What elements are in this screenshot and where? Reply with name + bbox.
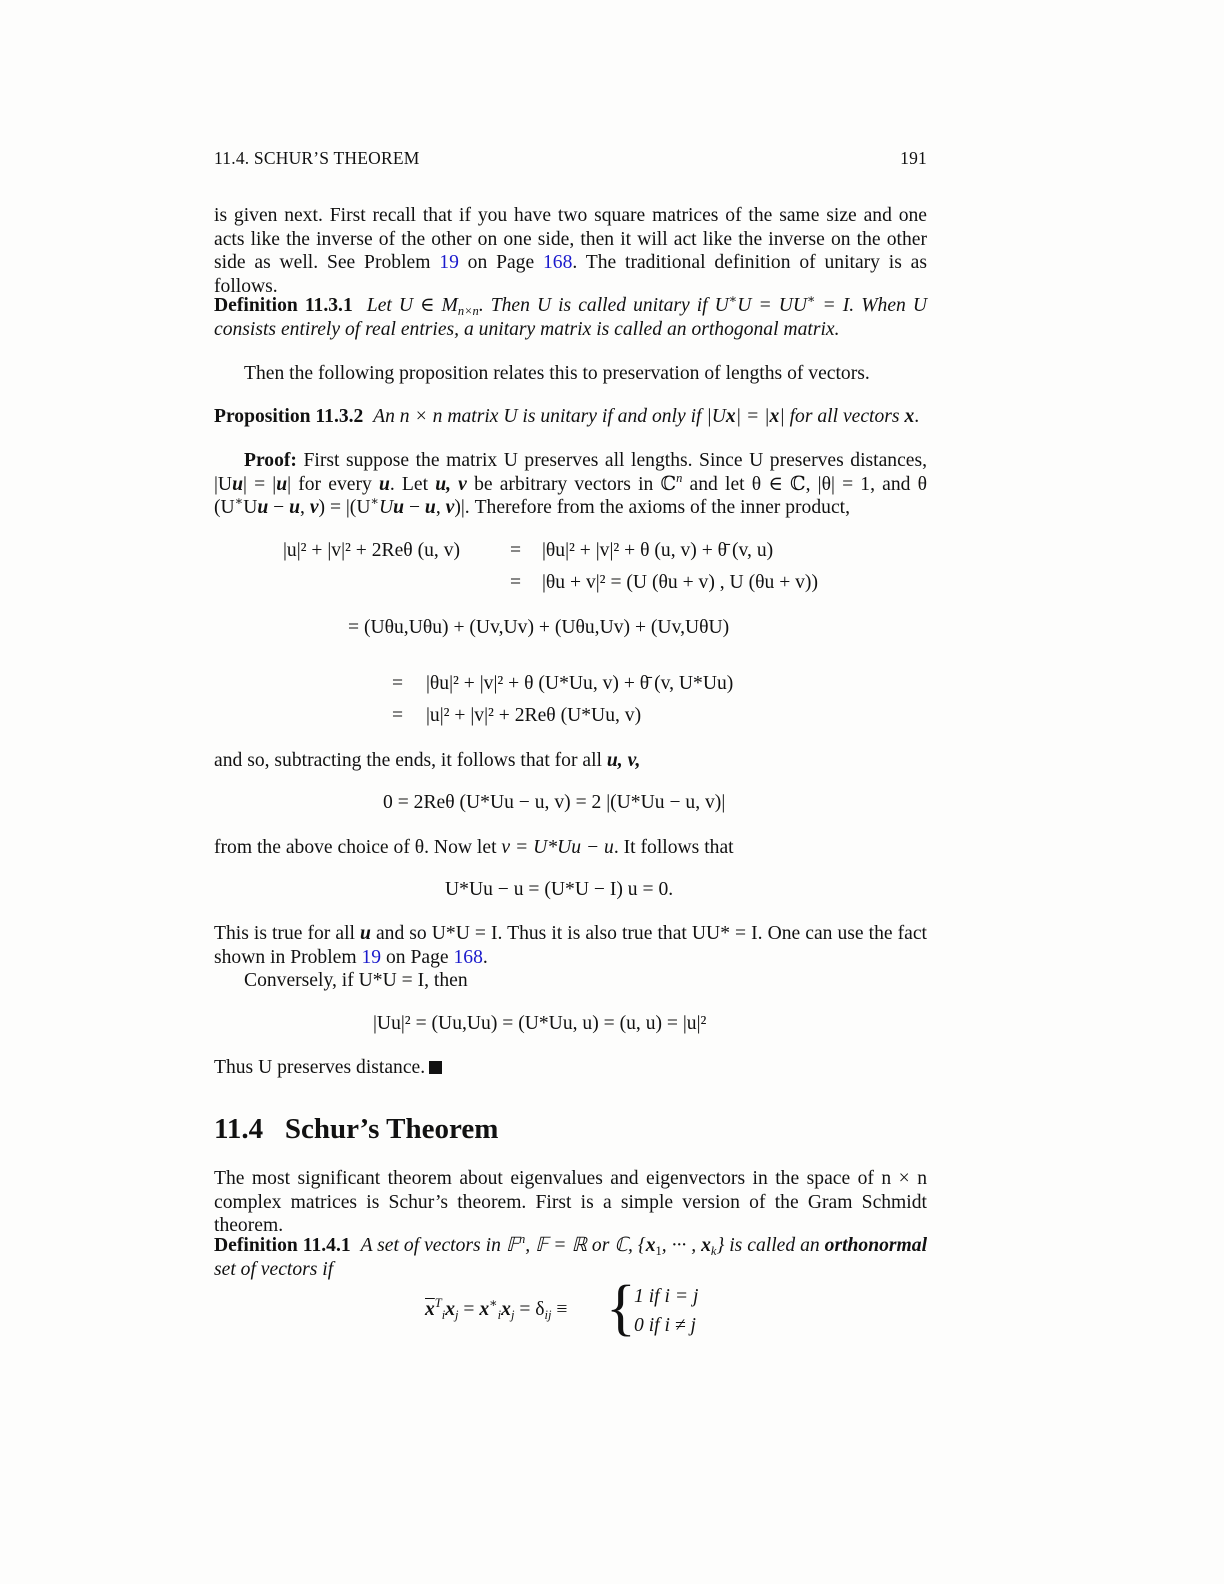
proof-text-4: . Let	[389, 473, 436, 495]
definition-text-a: Let U ∈ M	[366, 295, 458, 316]
problem-link-2[interactable]: 19	[361, 946, 382, 968]
proof-text-7: U	[243, 497, 258, 518]
proposition-text-a: An n × n matrix U is unitary if and only if |U	[373, 406, 726, 427]
proof-text-1: First suppose the matrix U preserves all lengths. Since U preserves distances, |U	[214, 450, 927, 495]
equation-4-eq: =	[392, 673, 404, 694]
then-paragraph: Then the following proposition relates this to preservation of lengths of vectors.	[244, 363, 870, 384]
schur-intro-paragraph: The most significant theorem about eigenvalues and eigenvectors in the space of n × n complex matrices is Schur’s theorem. First is a simple version of the Gram Schmidt theorem.	[214, 1168, 927, 1236]
and-so-vars: u, v,	[606, 750, 641, 771]
intro-paragraph	[214, 204, 927, 298]
definition-text-c: U = UU	[737, 295, 807, 316]
definition-2-subk: k	[710, 1244, 717, 1258]
true-for-text-2: and so U*U = I. Thus it is also true that UU* = I. One can use the fact shown in Problem	[214, 923, 928, 968]
equation-zero: 0 = 2Reθ (U*Uu − u, v) = 2 |(U*Uu − u, v)|	[383, 792, 726, 813]
proof-text-6: and let θ ∈ ℂ, |θ| = 1, and θ (U	[214, 473, 928, 518]
and-so-text: and so, subtracting the ends, it follows that for all	[214, 750, 607, 771]
from-above-text-2: v = U*Uu − u	[501, 837, 614, 858]
definition-2-text-3: , ··· ,	[661, 1235, 702, 1256]
section-number: 11.4	[214, 1113, 264, 1145]
definition-subscript: n×n	[457, 304, 479, 318]
true-for-paragraph	[214, 922, 927, 969]
equation-conversely: |Uu|² = (Uu,Uu) = (U*Uu, u) = (u, u) = |u|²	[373, 1013, 707, 1034]
definition-2-text-2: , 𝔽 = ℝ or ℂ, {	[525, 1235, 646, 1256]
definition-text-d: = I. When U consists entirely of real entries, a unitary matrix is called an orthogonal matrix.	[214, 295, 927, 340]
equation-1-lhs: |u|² + |v|² + 2Reθ (u, v)	[283, 540, 461, 561]
definition-2-label: Definition 11.4.1	[214, 1235, 351, 1256]
definition-11-4-1: Definition 11.4.1 A set of vectors in 𝔽$^n$, 𝔽 = ℝ or ℂ, {$x_1$, ··· , $x_k$} is called an orthonormal set of vectors if	[214, 1232, 928, 1280]
proof-text-5: be arbitrary vectors in ℂ	[466, 473, 677, 495]
intro-text-2: on Page	[458, 252, 543, 273]
brace-icon: {	[606, 1274, 636, 1342]
equation-2-rhs: |θu + v|² = (U (θu + v) , U (θu + v))	[542, 572, 818, 593]
true-for-text-3: on Page	[381, 946, 454, 968]
proposition-period: .	[914, 406, 920, 427]
proposition-text-b: | = |	[735, 406, 770, 427]
running-header-section: 11.4. SCHUR’S THEOREM	[214, 148, 420, 168]
definition-text-b: . Then U is called unitary if U	[478, 295, 729, 316]
equation-2-eq: =	[510, 572, 522, 593]
conversely-paragraph: Conversely, if U*U = I, then	[244, 970, 468, 991]
definition-2-text-4: } is called an	[716, 1235, 825, 1256]
definition-2-sub1: 1	[655, 1244, 662, 1258]
delta-x-bar: $\overline{x}$	[425, 1299, 435, 1320]
definition-2-x1: x	[645, 1235, 656, 1256]
page-link[interactable]: 168	[542, 252, 573, 273]
equation-1-rhs: |θu|² + |v|² + θ (u, v) + θ̄ (v, u)	[542, 540, 774, 561]
from-above-text-1: from the above choice of θ. Now let	[214, 837, 502, 858]
from-above-paragraph	[214, 836, 927, 860]
equation-u: U*Uu − u = (U*U − I) u = 0.	[445, 879, 674, 900]
equation-4-rhs: |θu|² + |v|² + θ (U*Uu, v) + θ̄ (v, U*Uu)	[426, 673, 734, 694]
proof-text-3: | for every	[287, 473, 379, 495]
proof-text-2: | = |	[242, 473, 277, 495]
equation-1-eq: =	[510, 540, 522, 561]
and-so-paragraph	[214, 749, 927, 773]
thus-paragraph	[214, 1056, 927, 1080]
equation-delta-lhs: $\overline{x}^T_ix_j = x^∗_ix_j = \delta_{ij}$ ≡	[425, 1296, 568, 1322]
proof-text-9: )|. Therefore from the axioms of the inner product,	[454, 497, 850, 518]
equation-5-rhs: |u|² + |v|² + 2Reθ (U*Uu, v)	[426, 705, 642, 726]
delta-case-2: 0 if i ≠ j	[634, 1315, 696, 1336]
proposition-vector-x: x	[904, 406, 915, 427]
delta-mid: = δ	[514, 1299, 545, 1320]
section-heading	[214, 1113, 498, 1146]
proof-text-8: ) = |(U	[318, 497, 371, 518]
intro-text-1: is given next. First recall that if you have two square matrices of the same size and one acts like the inverse of the other on one side, then it will act like the inverse on the other side as well. See Problem	[214, 205, 927, 273]
proposition-text-c: | for all vectors	[779, 406, 905, 427]
page-link-2[interactable]: 168	[453, 946, 483, 968]
equation-5-eq: =	[392, 705, 404, 726]
definition-11-3-1: Definition 11.3.1 Let U ∈ $M_{n\times n}$. Then U is called unitary if U∗U = UU∗ = I. When U consists entirely of real entries, a unitary matrix is called an orthogonal matrix.	[214, 292, 927, 340]
proposition-11-3-2: Proposition 11.3.2 An n × n matrix U is unitary if and only if |Ux| = |x| for all vectors x.	[214, 406, 920, 427]
intro-text-3: . The traditional definition of unitary is as follows.	[214, 252, 927, 297]
proof-label: Proof:	[244, 450, 297, 471]
thus-text: Thus U preserves distance.	[214, 1057, 426, 1078]
delta-case-1: 1 if i = j	[634, 1286, 699, 1307]
proof-paragraph: Proof: First suppose the matrix U preserves all lengths. Since U preserves distances, |Uu| = |u| for every u. Let u, v be arbitrary vectors in ℂ$^n$ and let θ ∈ ℂ, |θ| = 1, and θ (U∗Uu − u, v) = |(U∗Uu − u, v)|. Therefore from the axioms of the inner product,	[214, 450, 928, 518]
definition-2-bold: orthonormal	[824, 1235, 928, 1256]
qed-square-icon	[429, 1061, 442, 1074]
proposition-label: Proposition 11.3.2	[214, 406, 364, 427]
problem-link[interactable]: 19	[439, 252, 459, 273]
equation-3: = (Uθu,Uθu) + (Uv,Uv) + (Uθu,Uv) + (Uv,UθU)	[348, 617, 730, 638]
definition-2-text-1: A set of vectors in 𝔽	[360, 1235, 520, 1256]
section-title: Schur’s Theorem	[284, 1113, 499, 1145]
true-for-text-1: This is true for all	[214, 923, 361, 944]
definition-label: Definition 11.3.1	[214, 295, 353, 316]
true-for-u: u	[360, 923, 371, 944]
page-number: 191	[900, 148, 927, 168]
definition-2-text-5: set of vectors if	[214, 1258, 334, 1280]
true-for-text-4: .	[482, 946, 488, 968]
from-above-text-3: . It follows that	[613, 837, 734, 858]
